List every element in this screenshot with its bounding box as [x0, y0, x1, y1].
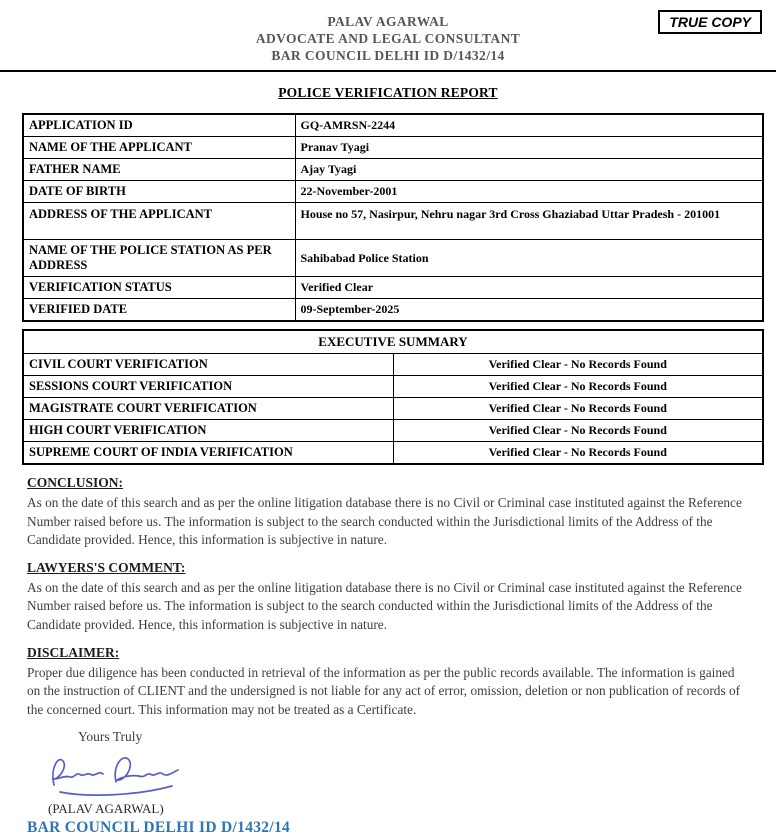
disclaimer-section [27, 645, 750, 720]
field-label: MAGISTRATE COURT VERIFICATION [23, 398, 393, 420]
table-row [23, 442, 763, 465]
table-row [23, 137, 763, 159]
field-value: Verified Clear - No Records Found [393, 398, 763, 420]
field-value: Verified Clear - No Records Found [393, 420, 763, 442]
table-row [23, 240, 763, 277]
table-row [23, 376, 763, 398]
field-label: SUPREME COURT OF INDIA VERIFICATION [23, 442, 393, 465]
signer-name: (PALAV AGARWAL) [48, 801, 164, 817]
conclusion-body: As on the date of this search and as per the online litigation database there is no Civil or Criminal case instituted against the Reference Number raised before us. The information is subject to the search conducted within the Jurisdictional limits of the Address of the Candidate provided. Hence, this information is subjective in nature. [27, 495, 742, 548]
field-value: House no 57, Nasirpur, Nehru nagar 3rd Cross Ghaziabad Uttar Pradesh - 201001 [295, 203, 763, 240]
field-label: VERIFICATION STATUS [23, 277, 295, 299]
field-label: ADDRESS OF THE APPLICANT [23, 203, 295, 240]
field-label: SESSIONS COURT VERIFICATION [23, 376, 393, 398]
field-value: 22-November-2001 [295, 181, 763, 203]
header-divider [0, 70, 776, 72]
field-value: Ajay Tyagi [295, 159, 763, 181]
conclusion-section [27, 475, 750, 550]
field-label: VERIFIED DATE [23, 299, 295, 322]
executive-summary-table [22, 329, 764, 465]
advocate-role: ADVOCATE AND LEGAL CONSULTANT [255, 31, 521, 46]
true-copy-stamp: TRUE COPY [658, 10, 762, 34]
table-row [23, 114, 763, 137]
field-value: Verified Clear [295, 277, 763, 299]
lawyers-comment-body: As on the date of this search and as per the online litigation database there is no Civil or Criminal case instituted against the Reference Number raised before us. The information is subject to the search conducted within the Jurisdictional limits of the Address of the Candidate provided. Hence, this information is subjective in nature. [27, 579, 742, 632]
field-value: GQ-AMRSN-2244 [295, 114, 763, 137]
lawyers-comment-section [27, 560, 750, 635]
table-row [23, 277, 763, 299]
table-row [23, 299, 763, 322]
advocate-bar-id: BAR COUNCIL DELHI ID D/1432/14 [271, 48, 505, 63]
field-value: Verified Clear - No Records Found [393, 354, 763, 376]
field-label: HIGH COURT VERIFICATION [23, 420, 393, 442]
field-label: FATHER NAME [23, 159, 295, 181]
field-label: NAME OF THE POLICE STATION AS PER ADDRESS [23, 240, 295, 277]
closing-text: Yours Truly [78, 729, 143, 745]
table-row [23, 181, 763, 203]
field-value: Sahibabad Police Station [295, 240, 763, 277]
table-row [23, 330, 763, 354]
field-value: 09-September-2025 [295, 299, 763, 322]
field-value: Verified Clear - No Records Found [393, 442, 763, 465]
disclaimer-heading: DISCLAIMER: [27, 644, 120, 660]
field-value: Verified Clear - No Records Found [393, 376, 763, 398]
field-label: DATE OF BIRTH [23, 181, 295, 203]
page-title: POLICE VERIFICATION REPORT [278, 85, 498, 100]
table-row [23, 420, 763, 442]
handwritten-signature-icon [44, 749, 184, 801]
lawyers-comment-heading: LAWYERS'S COMMENT: [27, 559, 186, 575]
table-row [23, 203, 763, 240]
signature-image [44, 749, 776, 801]
conclusion-heading: CONCLUSION: [27, 475, 124, 490]
bar-council-id: BAR COUNCIL DELHI ID D/1432/14 [27, 819, 291, 837]
advocate-name: PALAV AGARWAL [327, 14, 449, 29]
field-label: NAME OF THE APPLICANT [23, 137, 295, 159]
field-label: CIVIL COURT VERIFICATION [23, 354, 393, 376]
table-row [23, 398, 763, 420]
field-value: Pranav Tyagi [295, 137, 763, 159]
field-label: APPLICATION ID [23, 114, 295, 137]
disclaimer-body: Proper due diligence has been conducted in retrieval of the information as per the public records available. The information is gained on the instruction of CLIENT and the undersigned is not liable for any act of error, omission, deletion or non publication of records of the concerned court. This information may not be treated as a Certificate. [27, 664, 741, 717]
table-row [23, 354, 763, 376]
summary-heading: EXECUTIVE SUMMARY [23, 330, 763, 354]
table-row [23, 159, 763, 181]
applicant-details-table [22, 113, 764, 322]
